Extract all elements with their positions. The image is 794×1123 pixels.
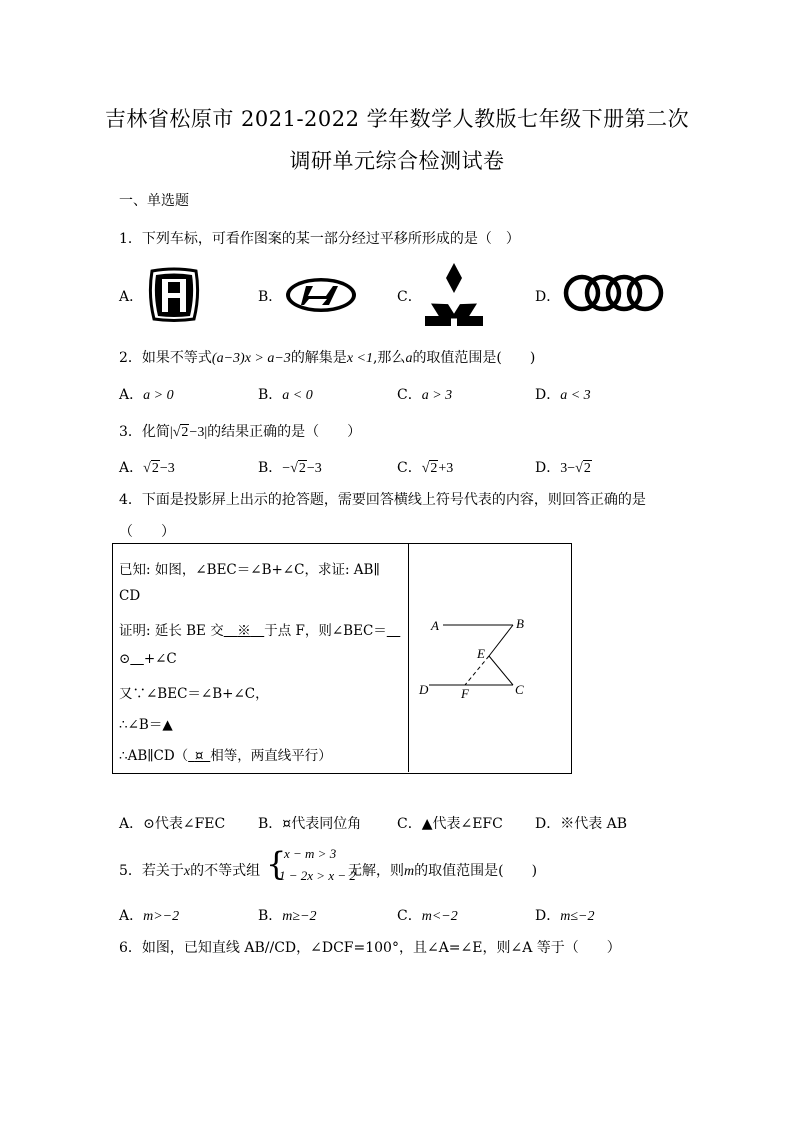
q2-prefix: 2．如果不等式 <box>119 350 212 366</box>
q4-line3: 证明: 延长 BE 交 ※ 于点 F，则∠BEC＝ <box>119 623 387 639</box>
mitsubishi-logo-icon <box>423 262 485 328</box>
q4-option-c: C．▲代表∠EFC <box>397 816 503 832</box>
q2-expr: (a−3)x > a−3 <box>211 351 291 366</box>
q4-line5: 又∵∠BEC＝∠B+∠C， <box>119 686 269 702</box>
q5-option-c: C．m<−2 <box>397 908 458 924</box>
q1-stem: 1．下列车标，可看作图案的某一部分经过平移所形成的是（ ） <box>119 231 520 247</box>
doc-title-line1: 吉林省松原市 2021-2022 学年数学人教版七年级下册第二次 <box>104 107 690 131</box>
q4-line4: ⊙ +∠C <box>119 651 177 667</box>
q2-tail: 的取值范围是( ) <box>412 350 536 366</box>
q2-option-d: D．a < 3 <box>535 387 591 403</box>
q3-option-b: B．−√2−3 <box>258 460 322 476</box>
q1-option-b: B． <box>258 289 283 305</box>
q4-option-a: A．⊙代表∠FEC <box>119 816 226 832</box>
q4-option-d: D．※代表 AB <box>535 816 628 832</box>
q4-stem-paren: （ ） <box>119 524 175 540</box>
q5-sys2: 1 − 2x > x − 2 <box>279 868 356 883</box>
hyundai-logo-icon <box>284 276 358 314</box>
q2-option-b: B．a < 0 <box>258 387 313 403</box>
q2-var: a <box>405 351 413 366</box>
q2-suffix: ,那么 <box>372 350 406 366</box>
label-a: A <box>431 618 439 633</box>
section-heading: 一、单选题 <box>119 193 189 209</box>
q2-mid: 的解集是 <box>290 350 347 366</box>
audi-logo-icon <box>562 272 664 314</box>
label-b: B <box>516 616 524 631</box>
q1-option-a: A． <box>119 289 144 305</box>
q5-option-a: A．m>−2 <box>119 908 180 924</box>
q5-prefix-group: 5．若关于x的不等式组 <box>119 863 261 879</box>
q4-line7: ∴AB∥CD（ ¤ 相等，两直线平行） <box>119 748 332 764</box>
q4-line6: ∴∠B＝▲ <box>119 717 173 733</box>
q2-option-a: A．a > 0 <box>119 387 174 403</box>
q4-line1: 已知: 如图，∠BEC＝∠B+∠C，求证: AB∥ <box>119 562 380 578</box>
q3-option-c: C．√2+3 <box>397 460 454 476</box>
label-f: F <box>461 686 469 701</box>
q6-stem: 6．如图，已知直线 AB//CD，∠DCF=100°，且∠A=∠E，则∠A 等于（ ） <box>119 940 621 956</box>
label-d: D <box>419 682 429 697</box>
q3-option-d: D．3−√2 <box>535 460 591 476</box>
q4-line2: CD <box>119 588 141 604</box>
q2-cond: x <1 <box>346 351 373 366</box>
q5-sys1: x − m > 3 <box>284 846 337 861</box>
q4-geometry-figure <box>409 600 559 710</box>
label-e: E <box>477 646 485 661</box>
q1-option-c: C． <box>397 289 422 305</box>
q3-stem: 3．化简|√2−3|的结果正确的是（ ） <box>119 424 362 440</box>
q2-option-c: C．a > 3 <box>397 387 453 403</box>
q5-option-d: D．m≤−2 <box>535 908 595 924</box>
label-c: C <box>515 682 524 697</box>
q4-stem: 4．下面是投影屏上出示的抢答题，需要回答横线上符号代表的内容，则回答正确的是 <box>119 492 646 508</box>
doc-title-line2: 调研单元综合检测试卷 <box>289 149 505 173</box>
q2-stem <box>119 347 535 367</box>
q5-option-b: B．m≥−2 <box>258 908 317 924</box>
q1-option-d: D． <box>535 289 561 305</box>
q5-brace: { <box>266 845 287 883</box>
honda-logo-icon <box>146 267 202 323</box>
q3-option-a: A．√2−3 <box>119 460 175 476</box>
q5-suffix-group: 无解，则m的取值范围是( ) <box>348 863 538 879</box>
q4-option-b: B．¤代表同位角 <box>258 816 362 832</box>
